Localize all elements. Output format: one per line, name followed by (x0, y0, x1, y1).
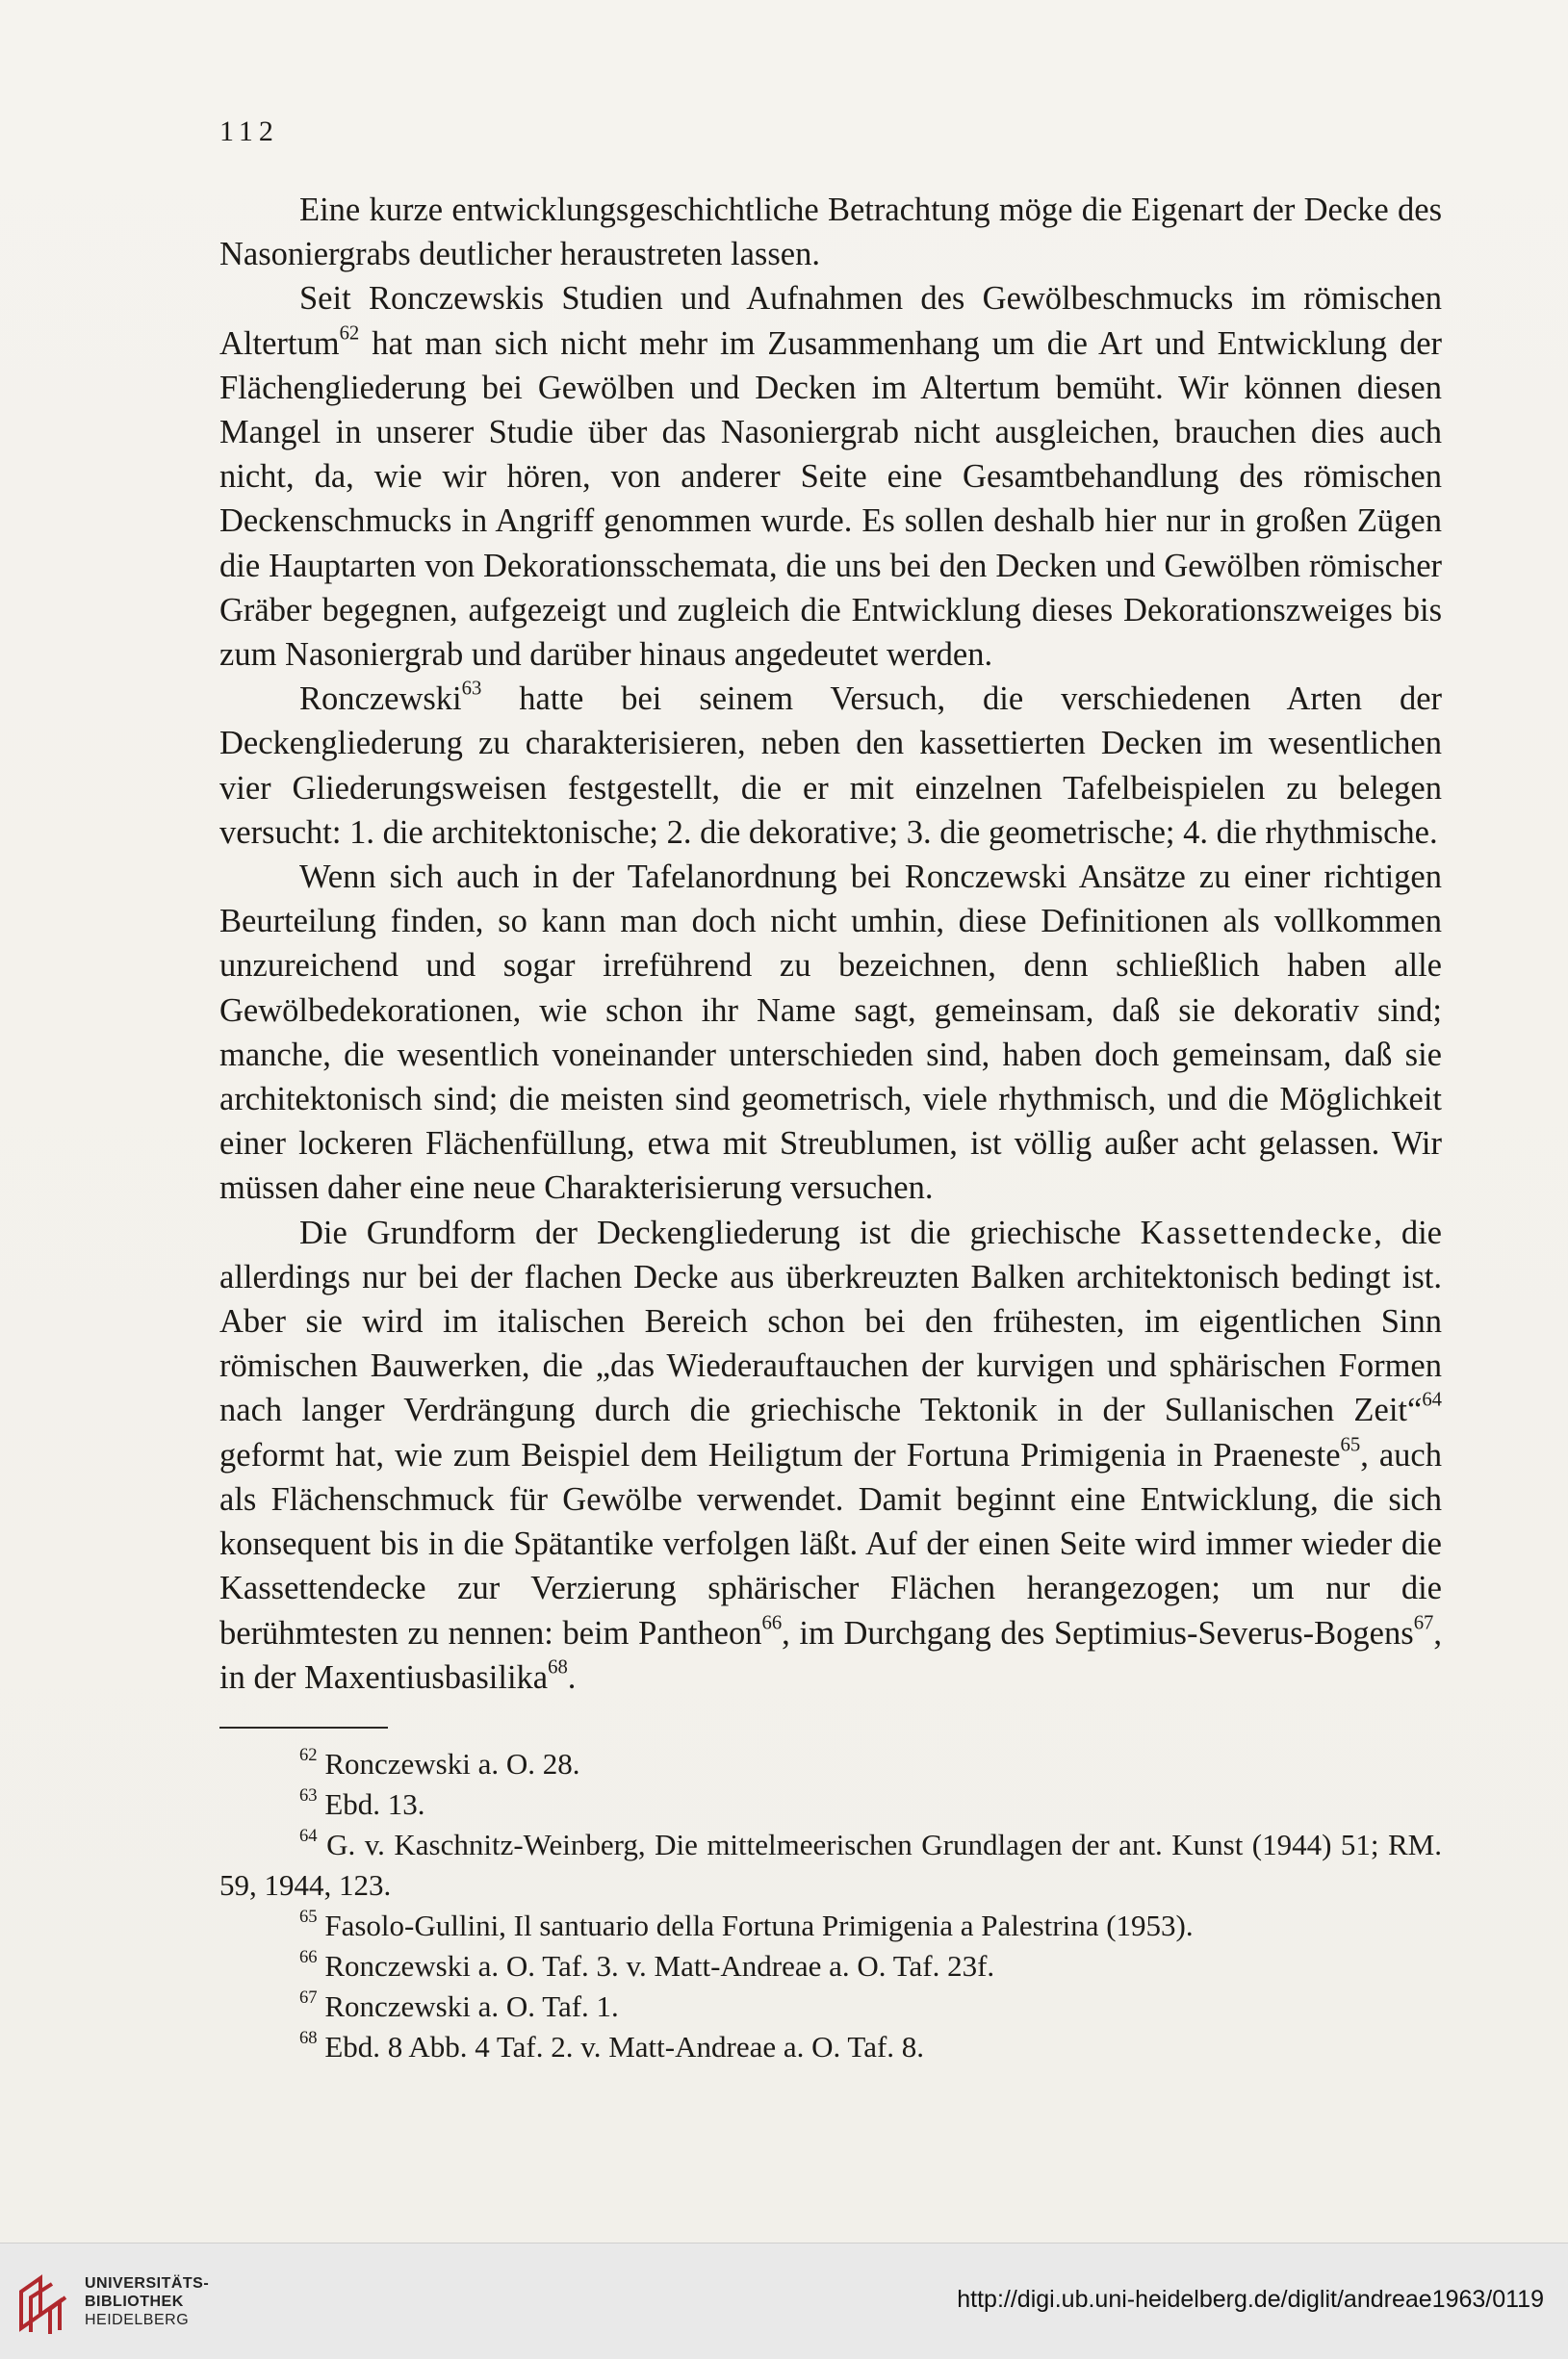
footnote-number: 62 (299, 1744, 318, 1765)
library-logo-text (85, 2274, 209, 2329)
footnote-ref[interactable]: 66 (761, 1611, 783, 1633)
footnote (219, 1744, 1442, 1784)
logo-line: UNIVERSITÄTS- (85, 2275, 210, 2292)
paragraph (219, 188, 1442, 276)
logo-line: BIBLIOTHEK (85, 2294, 184, 2310)
body-text (219, 188, 1442, 2067)
footnote (219, 2027, 1442, 2067)
footnote-divider (219, 1727, 388, 1729)
footer-bar (0, 2243, 1568, 2359)
footnote-ref[interactable]: 68 (548, 1656, 568, 1679)
footnote-text: G. v. Kaschnitz-Weinberg, Die mittelmeerischen Grundlagen der ant. Kunst (1944) 51; RM. 59, 1944, 123. (219, 1827, 1443, 1902)
footnote-ref[interactable]: 62 (339, 322, 360, 345)
paragraph-text: Die Grundform der Deckengliederung ist die griechische (299, 1214, 1141, 1251)
library-logo-icon[interactable] (15, 2270, 71, 2338)
footnote (219, 1946, 1442, 1987)
source-url-link[interactable]: http://digi.ub.uni-heidelberg.de/diglit/andreae1963/0119 (957, 2286, 1544, 2313)
paragraph-text: hat man sich nicht mehr im Zusammenhang um die Art und Entwicklung der Flächengliederung bei Gewölben und Decken im Altertum bemüht. Wir können diesen Mangel in unserer Studie über das Nasoniergrab nicht ausgleichen, brauchen dies auch nicht, da, wie wir hören, von anderer Seite eine Gesamtbehandlung des römischen Deckenschmucks in Angriff genommen wurde. Es sollen deshalb hier nur in großen Zügen die Hauptarten von Dekorationsschemata, die uns bei den Decken und Gewölben römischer Gräber begegnen, aufgezeigt und zugleich die Entwicklung dieses Dekorationszweiges bis zum Nasoniergrab und darüber hinaus angedeutet werden. (219, 324, 1442, 674)
paragraph-text: , auch als Flächenschmuck für Gewölbe verwendet. Damit beginnt eine Entwicklung, die sich konsequent bis in die Spätantike verfolgen läßt. Auf der einen Seite wird immer wieder die Kassettendecke zur Verzierung sphärischer Flächen herangezogen; um nur die berühmtesten zu nennen: beim Pantheon (219, 1436, 1442, 1652)
paragraph (219, 677, 1442, 855)
footnote-ref[interactable]: 64 (1422, 1389, 1442, 1411)
paragraph-text: Wenn sich auch in der Tafelanordnung bei Ronczewski Ansätze zu einer richtigen Beurteilung finden, so kann man doch nicht umhin, diese Definitionen als vollkommen unzureichend und sogar irreführend zu bezeichnen, denn schließlich haben alle Gewölbedekorationen, wie schon ihr Name sagt, gemeinsam, daß sie dekorativ sind; manche, die wesentlich voneinander unterschieden sind, haben doch gemeinsam, daß sie architektonisch sind; die meisten sind geometrisch, viele rhythmisch, und die Möglichkeit einer lockeren Flächenfüllung, etwa mit Streublumen, ist völlig außer acht gelassen. Wir müssen daher eine neue Charakterisierung versuchen. (219, 859, 1442, 1207)
footnote-number: 67 (299, 1987, 318, 2008)
footnote-number: 68 (299, 2027, 318, 2048)
paragraph-text: , in der Maxentiusbasilika (219, 1614, 1442, 1696)
footnote (219, 1906, 1442, 1946)
footnotes (219, 1744, 1442, 2067)
paragraph-text: hatte bei seinem Versuch, die verschiedenen Arten der Deckengliederung zu charakterisieren, neben den kassettierten Decken im wesentlichen vier Gliederungsweisen festgestellt, die er mit einzelnen Tafelbeispielen zu belegen versucht: 1. die architektonische; 2. die dekorative; 3. die geometrische; 4. die rhythmische. (219, 680, 1442, 851)
footnote-number: 65 (299, 1906, 318, 1927)
paragraph-text: Ronczewski (299, 680, 462, 718)
paragraph (219, 1211, 1442, 1700)
paragraph (219, 276, 1442, 677)
footnote-text: Fasolo-Gullini, Il santuario della Fortuna Primigenia a Palestrina (1953). (324, 1908, 1194, 1942)
footnote-number: 66 (299, 1946, 318, 1967)
logo-line: HEIDELBERG (85, 2312, 190, 2328)
paragraph-text: , im Durchgang des Septimius-Severus-Bogens (782, 1614, 1414, 1652)
paragraph-text: Eine kurze entwicklungsgeschichtliche Betrachtung möge die Eigenart der Decke des Nasoniergrabs deutlicher heraustreten lassen. (219, 192, 1442, 273)
paragraph-text: geformt hat, wie zum Beispiel dem Heiligtum der Fortuna Primigenia in Praeneste (219, 1436, 1341, 1474)
footnote (219, 1825, 1442, 1906)
paragraph-text: , die allerdings nur bei der flachen Decke aus überkreuzten Balken architektonisch bedingt ist. Aber sie wird im italischen Bereich schon bei den frühesten, im eigentlichen Sinn römischen Bauwerken, die „das Wiederauftauchen der kurvigen und sphärischen Formen nach langer Verdrängung durch die griechische Tektonik in der Sullanischen Zeit“ (219, 1214, 1442, 1429)
footnote-number: 63 (299, 1784, 318, 1806)
paragraph (219, 855, 1442, 1211)
page-number: 112 (219, 115, 279, 147)
footnote-ref[interactable]: 65 (1340, 1434, 1361, 1456)
spaced-term: Kassettendecke (1140, 1214, 1375, 1251)
paragraph-text: . (567, 1658, 577, 1696)
footnote (219, 1784, 1442, 1825)
footnote (219, 1987, 1442, 2027)
footnote-text: Ronczewski a. O. Taf. 1. (324, 1988, 619, 2023)
footnote-number: 64 (299, 1825, 318, 1846)
footnote-ref[interactable]: 63 (461, 678, 482, 700)
footnote-text: Ebd. 8 Abb. 4 Taf. 2. v. Matt-Andreae a. O. Taf. 8. (324, 2029, 925, 2064)
footnote-text: Ronczewski a. O. 28. (324, 1746, 580, 1781)
footnote-text: Ronczewski a. O. Taf. 3. v. Matt-Andreae a. O. Taf. 23f. (324, 1948, 995, 1983)
footnote-text: Ebd. 13. (324, 1786, 425, 1821)
footnote-ref[interactable]: 67 (1413, 1611, 1434, 1633)
paragraph-text: Seit Ronczewskis Studien und Aufnahmen des Gewölbeschmucks im römischen Altertum (219, 280, 1442, 362)
